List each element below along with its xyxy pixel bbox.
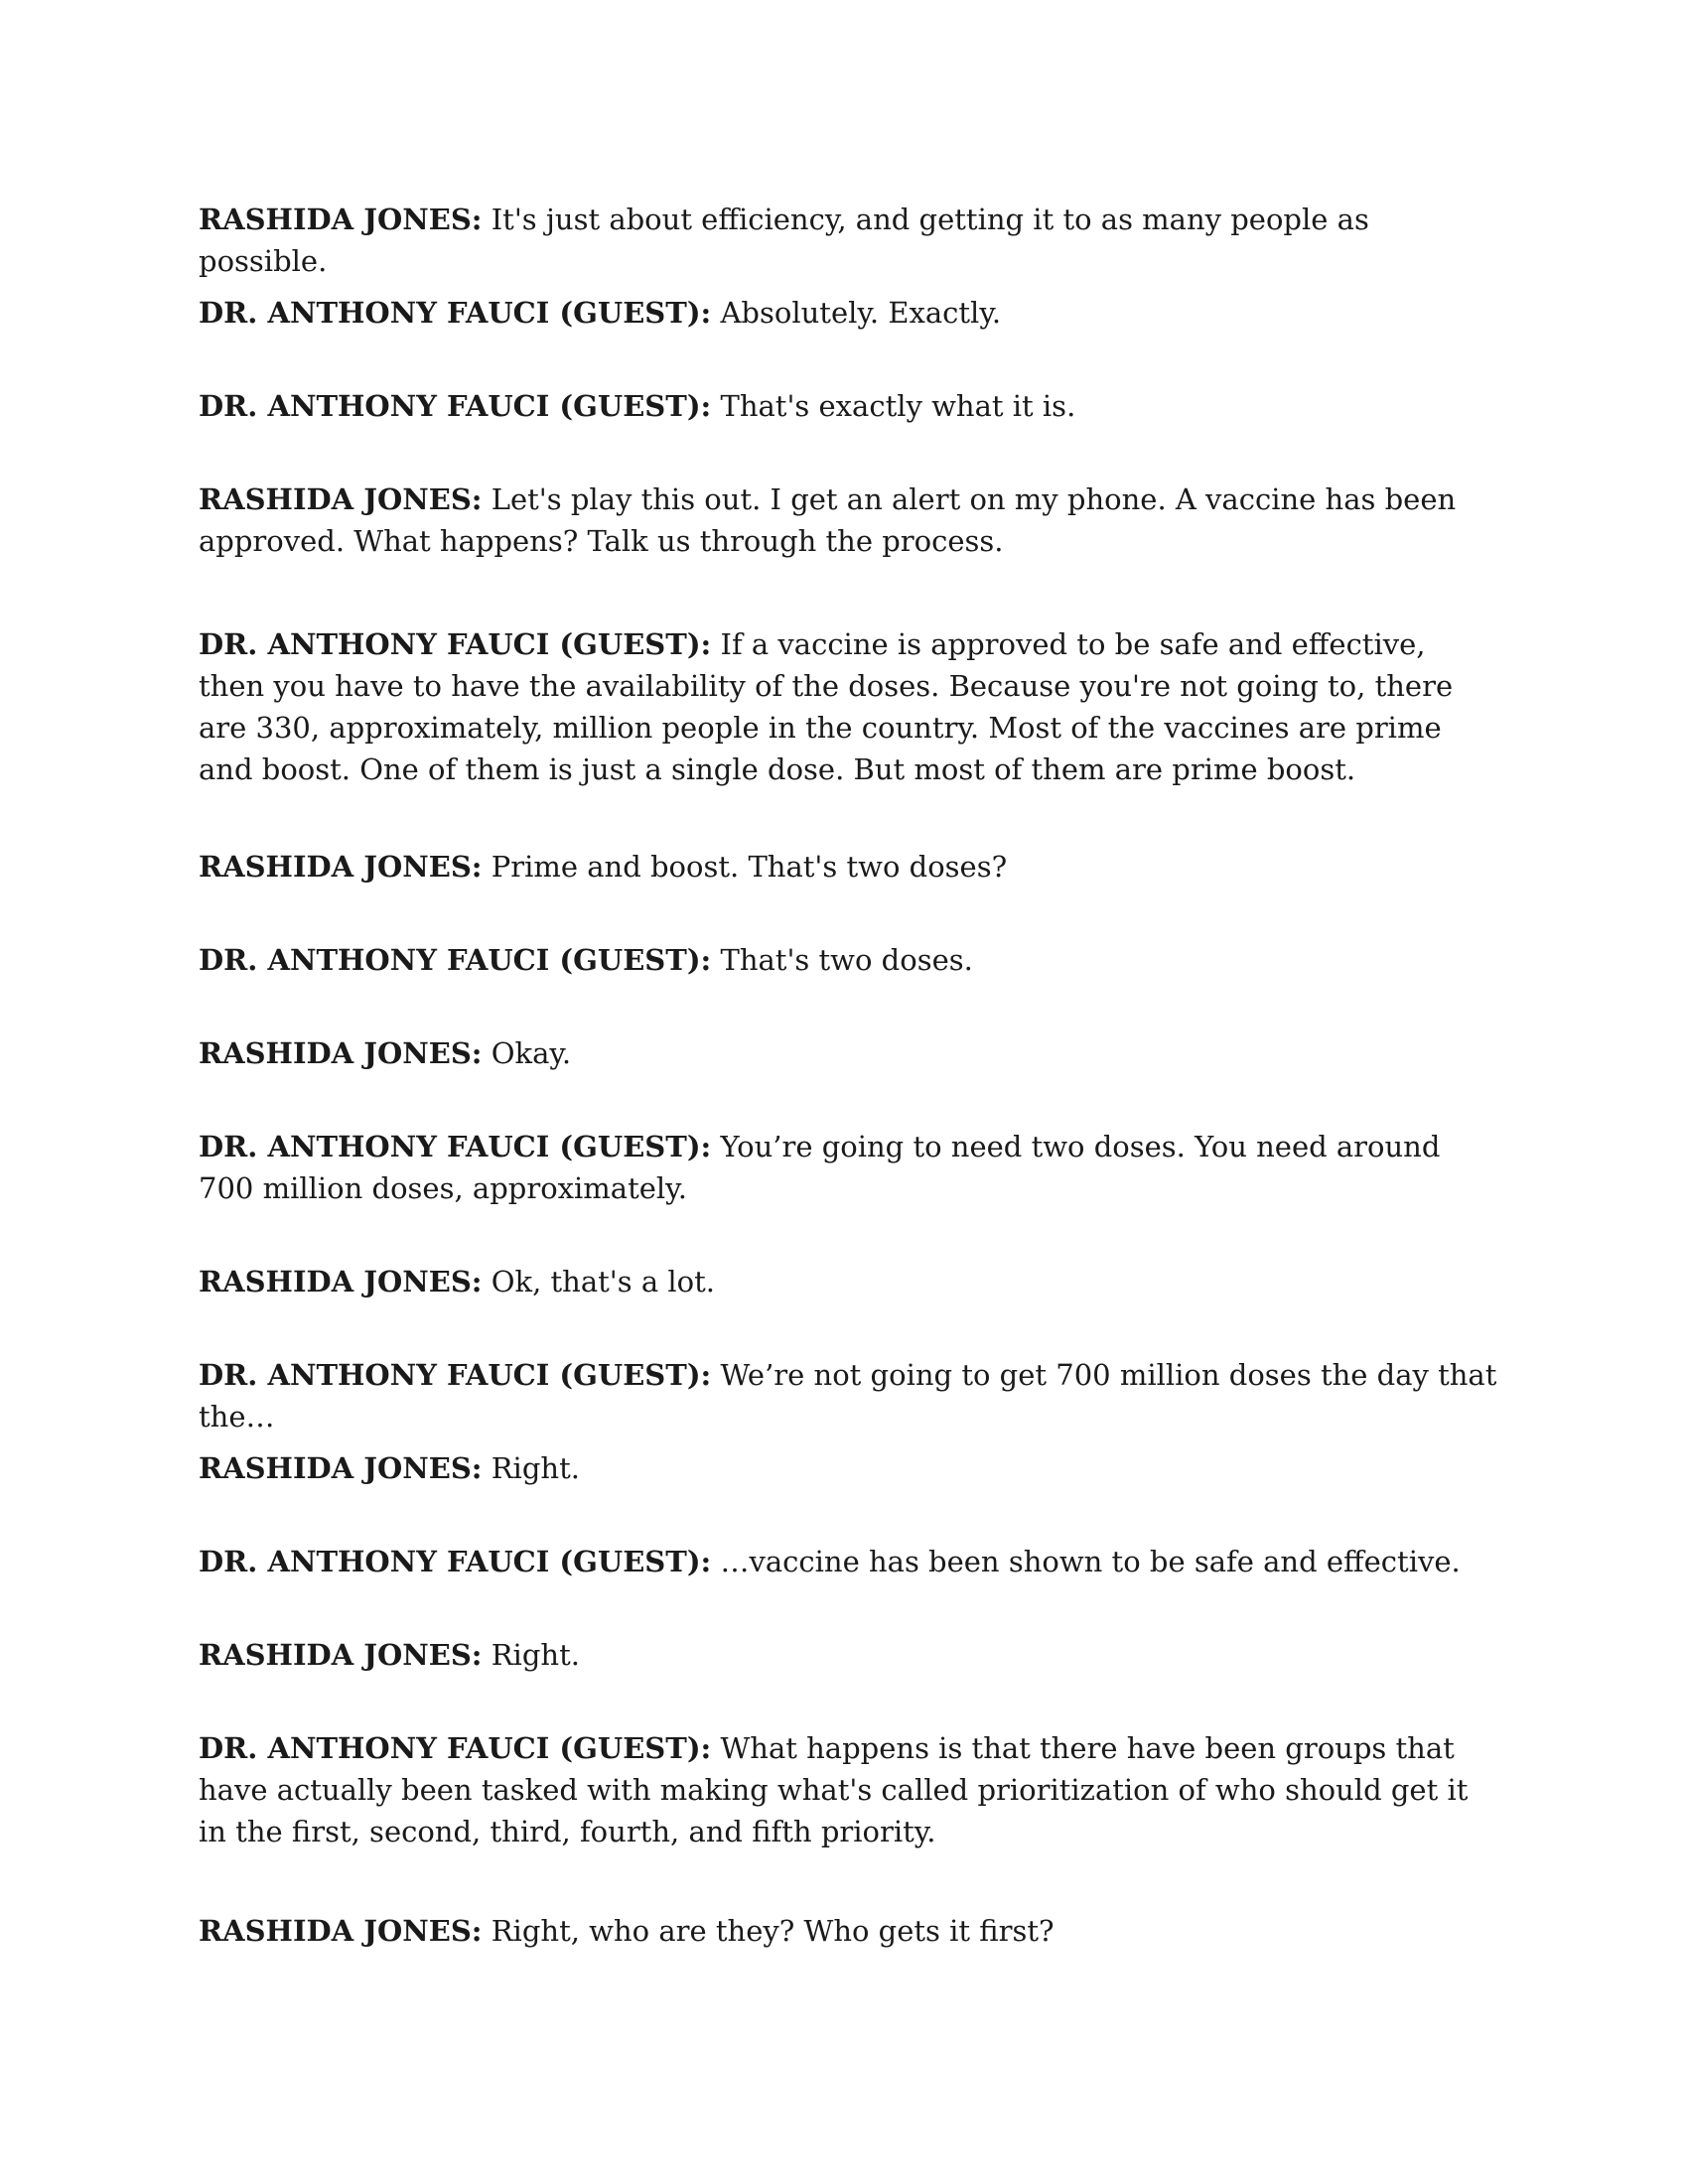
speaker-name: RASHIDA JONES:	[199, 1265, 483, 1298]
transcript-turn	[199, 385, 1499, 427]
transcript-turn	[199, 292, 1499, 334]
turn-text: Absolutely. Exactly.	[711, 296, 1002, 330]
speaker-name: RASHIDA JONES:	[199, 203, 483, 236]
speaker-name: RASHIDA JONES:	[199, 482, 483, 516]
turn-text: …vaccine has been shown to be safe and effective.	[711, 1545, 1461, 1578]
turn-text: Right.	[482, 1638, 580, 1672]
speaker-name: DR. ANTHONY FAUCI (GUEST):	[199, 1358, 712, 1392]
turn-text: What happens is that there have been groups that have actually been tasked with making what's called prioritization of who should get it in the first, second, third, fourth, and fifth priority.	[199, 1731, 1469, 1848]
turn-text: If a vaccine is approved to be safe and effective, then you have to have the availability of the doses. Because you're not going to, there are 330, approximately, million people in the country. Most of the vaccines are prime and boost. One of them is just a single dose. But most of them are prime boost.	[199, 627, 1454, 786]
transcript-turn	[199, 1634, 1499, 1676]
turn-text: Okay.	[482, 1036, 572, 1070]
turn-text: You’re going to need two doses. You need around 700 million doses, approximately.	[199, 1130, 1441, 1205]
transcript-turn	[199, 1447, 1499, 1489]
transcript-turn	[199, 478, 1499, 562]
transcript-turn	[199, 1261, 1499, 1302]
speaker-name: DR. ANTHONY FAUCI (GUEST):	[199, 1130, 712, 1163]
turn-text: Prime and boost. That's two doses?	[482, 850, 1008, 884]
speaker-name: RASHIDA JONES:	[199, 850, 483, 884]
turn-text: That's two doses.	[711, 943, 973, 977]
transcript-turn	[199, 1126, 1499, 1209]
transcript-turn	[199, 846, 1499, 887]
transcript-turn	[199, 1032, 1499, 1074]
speaker-name: DR. ANTHONY FAUCI (GUEST):	[199, 1545, 712, 1578]
speaker-name: DR. ANTHONY FAUCI (GUEST):	[199, 296, 712, 330]
turn-text: Right.	[482, 1451, 580, 1485]
turn-text: That's exactly what it is.	[711, 389, 1076, 423]
speaker-name: DR. ANTHONY FAUCI (GUEST):	[199, 389, 712, 423]
speaker-name: DR. ANTHONY FAUCI (GUEST):	[199, 627, 712, 661]
speaker-name: RASHIDA JONES:	[199, 1451, 483, 1485]
transcript-turn	[199, 1354, 1499, 1437]
transcript-turn	[199, 939, 1499, 981]
turn-text: It's just about efficiency, and getting it to as many people as possible.	[199, 203, 1369, 278]
transcript-turn	[199, 1910, 1499, 1952]
speaker-name: DR. ANTHONY FAUCI (GUEST):	[199, 1731, 712, 1765]
turn-text: Ok, that's a lot.	[482, 1265, 715, 1298]
transcript-turn	[199, 1727, 1499, 1852]
transcript-turn	[199, 1541, 1499, 1582]
turn-text: Right, who are they? Who gets it first?	[482, 1914, 1055, 1948]
speaker-name: RASHIDA JONES:	[199, 1638, 483, 1672]
turn-text: Let's play this out. I get an alert on my phone. A vaccine has been approved. What happens? Talk us through the process.	[199, 482, 1457, 558]
transcript-turn	[199, 623, 1499, 790]
speaker-name: RASHIDA JONES:	[199, 1914, 483, 1948]
speaker-name: RASHIDA JONES:	[199, 1036, 483, 1070]
turn-text: We’re not going to get 700 million doses the day that the…	[199, 1358, 1497, 1433]
speaker-name: DR. ANTHONY FAUCI (GUEST):	[199, 943, 712, 977]
transcript-turn	[199, 199, 1499, 282]
